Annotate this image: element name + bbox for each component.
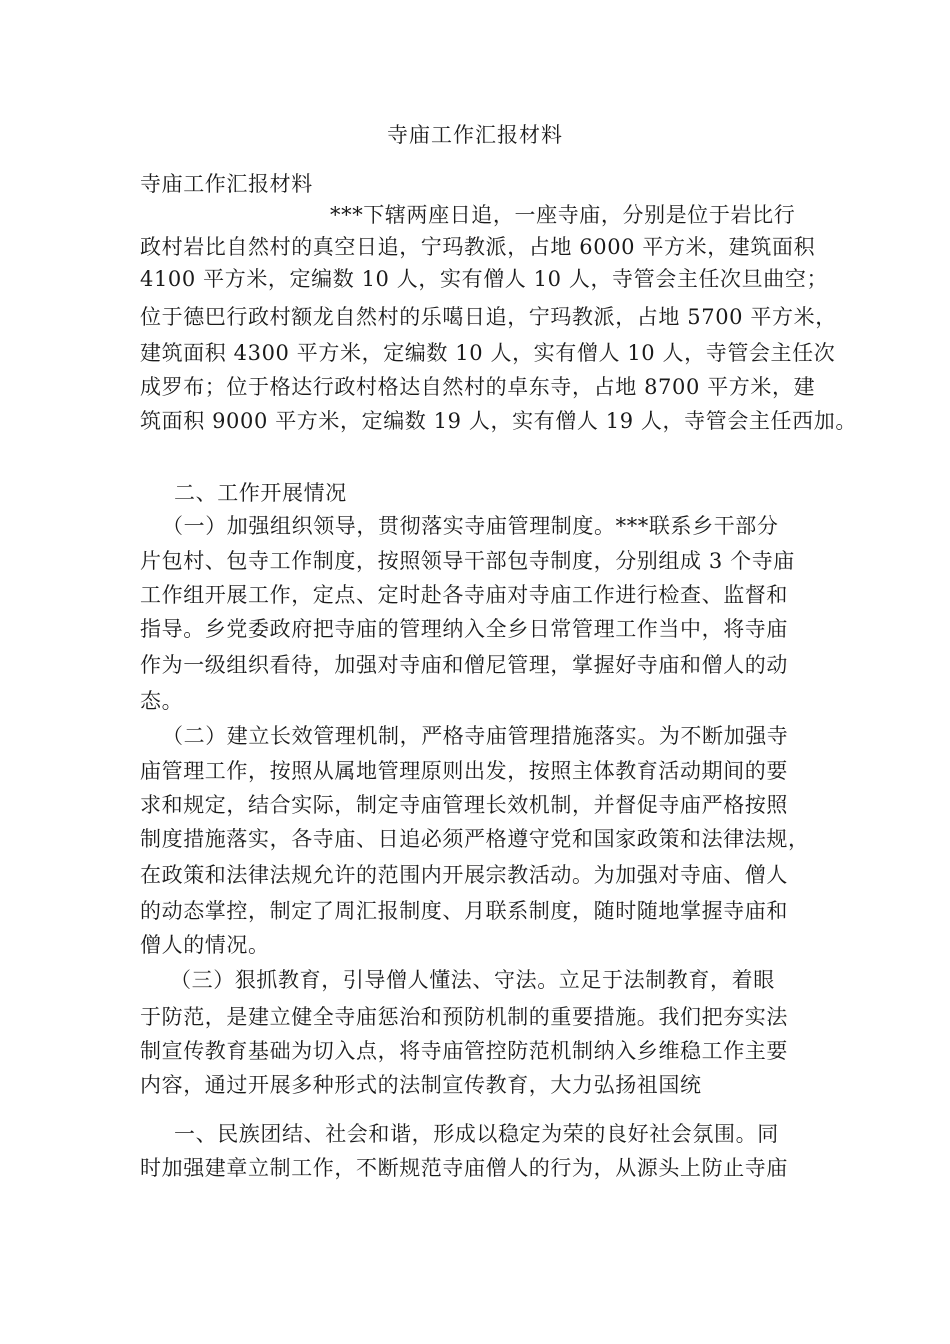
paragraph-line: （二）建立长效管理机制，严格寺庙管理措施落实。为不断加强寺 (162, 724, 789, 748)
document-subtitle: 寺庙工作汇报材料 (140, 172, 313, 196)
paragraph-line: 指导。乡党委政府把寺庙的管理纳入全乡日常管理工作当中，将寺庙 (140, 617, 788, 641)
paragraph-line: 于防范，是建立健全寺庙惩治和预防机制的重要措施。我们把夯实法 (140, 1005, 788, 1029)
paragraph-line: 的动态掌控，制定了周汇报制度、月联系制度，随时随地掌握寺庙和 (140, 899, 788, 923)
intro-line: 建筑面积 4300 平方米，定编数 10 人，实有僧人 10 人，寺管会主任次 (140, 341, 836, 365)
paragraph-line: 求和规定，结合实际，制定寺庙管理长效机制，并督促寺庙严格按照 (140, 793, 788, 817)
paragraph-line: 时加强建章立制工作，不断规范寺庙僧人的行为，从源头上防止寺庙 (140, 1156, 788, 1180)
intro-line: ***下辖两座日追，一座寺庙，分别是位于岩比行 (330, 203, 796, 227)
intro-line: 成罗布；位于格达行政村格达自然村的卓东寺，占地 8700 平方米，建 (140, 375, 816, 399)
paragraph-line: 作为一级组织看待，加强对寺庙和僧尼管理，掌握好寺庙和僧人的动 (140, 653, 788, 677)
paragraph-line: 僧人的情况。 (140, 933, 270, 957)
intro-line: 4100 平方米，定编数 10 人，实有僧人 10 人，寺管会主任次旦曲空； (140, 267, 829, 291)
document-title: 寺庙工作汇报材料 (387, 123, 563, 147)
intro-line: 位于德巴行政村额龙自然村的乐噶日追，宁玛教派，占地 5700 平方米， (140, 305, 837, 329)
paragraph-line: 庙管理工作，按照从属地管理原则出发，按照主体教育活动期间的要 (140, 759, 788, 783)
paragraph-line: 片包村、包寺工作制度，按照领导干部包寺制度，分别组成 3 个寺庙 (140, 549, 795, 573)
paragraph-line: 工作组开展工作，定点、定时赴各寺庙对寺庙工作进行检查、监督和 (140, 583, 788, 607)
paragraph-line: （三）狠抓教育，引导僧人懂法、守法。立足于法制教育，着眼 (170, 968, 775, 992)
paragraph-line: （一）加强组织领导，贯彻落实寺庙管理制度。***联系乡干部分 (162, 514, 779, 538)
paragraph-line: 制宣传教育基础为切入点，将寺庙管控防范机制纳入乡维稳工作主要 (140, 1039, 788, 1063)
paragraph-line: 内容，通过开展多种形式的法制宣传教育，大力弘扬祖国统 (140, 1073, 702, 1097)
paragraph-line: 制度措施落实，各寺庙、日追必须严格遵守党和国家政策和法律法规， (140, 827, 810, 851)
paragraph-line: 一、民族团结、社会和谐，形成以稳定为荣的良好社会氛围。同 (174, 1122, 779, 1146)
section-heading: 二、工作开展情况 (174, 481, 347, 505)
intro-line: 政村岩比自然村的真空日追，宁玛教派，占地 6000 平方米，建筑面积 (140, 235, 816, 259)
paragraph-line: 在政策和法律法规允许的范围内开展宗教活动。为加强对寺庙、僧人 (140, 863, 788, 887)
paragraph-line: 态。 (140, 689, 184, 713)
intro-line: 筑面积 9000 平方米，定编数 19 人，实有僧人 19 人，寺管会主任西加。 (140, 409, 857, 433)
